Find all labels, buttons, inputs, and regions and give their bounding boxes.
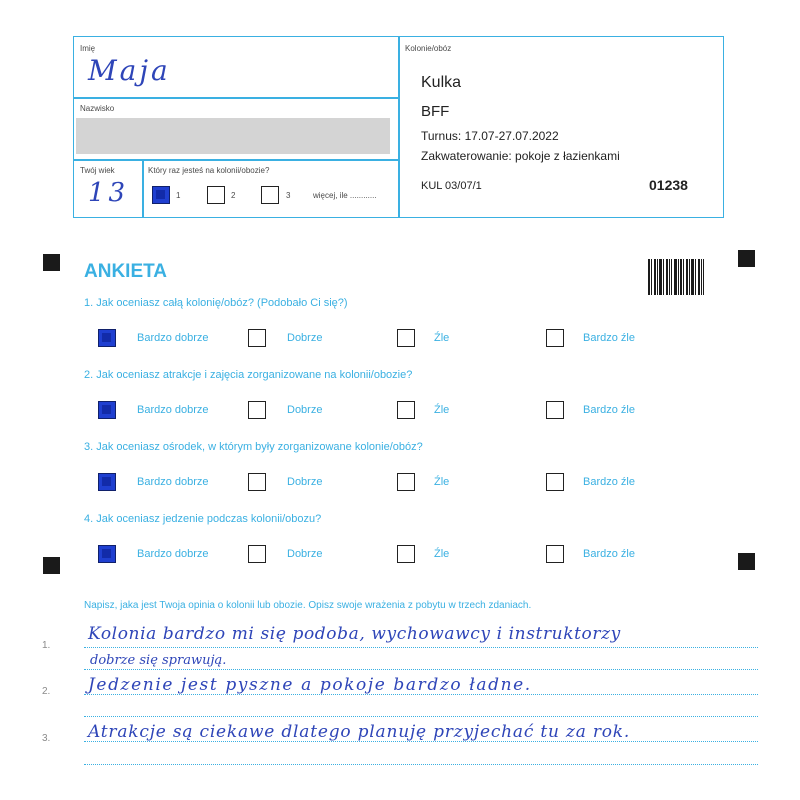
line-number-1: 1. (42, 640, 51, 651)
q4-checkbox-dobrze[interactable] (248, 545, 266, 563)
times-more-label: więcej, ile ............ (313, 191, 377, 200)
q2-checkbox-bardzo-dobrze[interactable] (98, 401, 116, 419)
age-label: Twój wiek (80, 166, 115, 175)
q3-option-dobrze: Dobrze (287, 476, 323, 488)
camp-sub: BFF (421, 103, 450, 120)
times-label: Który raz jesteś na kolonii/obozie? (148, 166, 270, 175)
barcode-icon (648, 259, 704, 295)
q2-option-bardzo-dobrze: Bardzo dobrze (137, 404, 209, 416)
q4-option-bardzo-zle: Bardzo źle (583, 548, 635, 560)
q3-option-bardzo-dobrze: Bardzo dobrze (137, 476, 209, 488)
q2-checkbox-zle[interactable] (397, 401, 415, 419)
times-checkbox-2[interactable] (207, 186, 225, 204)
opinion-sentence-1-continued: dobrze się sprawują. (90, 653, 227, 668)
header-divider-vertical (398, 36, 400, 218)
q1-option-bardzo-zle: Bardzo źle (583, 332, 635, 344)
form-number: 01238 (649, 177, 688, 193)
line-number-2: 2. (42, 686, 51, 697)
q4-checkbox-bardzo-dobrze[interactable] (98, 545, 116, 563)
writing-line-3b (84, 764, 758, 765)
accommodation: Zakwaterowanie: pokoje z łazienkami (421, 149, 620, 163)
opinion-prompt: Napisz, jaka jest Twoja opinia o kolonii lub obozie. Opisz swoje wrażenia z pobytu w trzech zdaniach. (84, 600, 532, 611)
times-option-1: 1 (176, 191, 181, 200)
q2-checkbox-dobrze[interactable] (248, 401, 266, 419)
q1-option-zle: Źle (434, 332, 450, 344)
q3-checkbox-zle[interactable] (397, 473, 415, 491)
q4-option-zle: Źle (434, 548, 450, 560)
q3-checkbox-dobrze[interactable] (248, 473, 266, 491)
times-option-2: 2 (231, 191, 236, 200)
turnus: Turnus: 17.07-27.07.2022 (421, 129, 559, 143)
registration-marker-top-left (43, 254, 60, 271)
writing-line-1 (84, 647, 758, 648)
q2-option-zle: Źle (434, 404, 450, 416)
times-option-3: 3 (286, 191, 291, 200)
times-checkbox-1[interactable] (152, 186, 170, 204)
name-label: Imię (80, 44, 96, 53)
survey-title: ANKIETA (84, 261, 168, 282)
q3-option-zle: Źle (434, 476, 450, 488)
q1-checkbox-bardzo-dobrze[interactable] (98, 329, 116, 347)
q1-checkbox-dobrze[interactable] (248, 329, 266, 347)
surname-redaction (76, 118, 390, 154)
registration-marker-bottom-left (43, 557, 60, 574)
question-3: 3. Jak oceniasz ośrodek, w którym były zorganizowane kolonie/obóz? (84, 441, 423, 453)
question-4: 4. Jak oceniasz jedzenie podczas kolonii/obozu? (84, 513, 322, 525)
q2-option-bardzo-zle: Bardzo źle (583, 404, 635, 416)
opinion-sentence-2: Jedzenie jest pyszne a pokoje bardzo ładne. (88, 675, 532, 695)
writing-line-2b (84, 716, 758, 717)
writing-line-1b (84, 669, 758, 670)
q1-checkbox-zle[interactable] (397, 329, 415, 347)
camp-label: Kolonie/obóz (405, 44, 452, 53)
q4-option-bardzo-dobrze: Bardzo dobrze (137, 548, 209, 560)
q2-checkbox-bardzo-zle[interactable] (546, 401, 564, 419)
q3-option-bardzo-zle: Bardzo źle (583, 476, 635, 488)
registration-marker-top-right (738, 250, 755, 267)
question-2: 2. Jak oceniasz atrakcje i zajęcia zorganizowane na kolonii/obozie? (84, 369, 413, 381)
opinion-sentence-3: Atrakcje są ciekawe dlatego planuję przyjechać tu za rok. (88, 722, 631, 742)
times-checkbox-3[interactable] (261, 186, 279, 204)
q1-option-bardzo-dobrze: Bardzo dobrze (137, 332, 209, 344)
camp-name: Kulka (421, 74, 462, 91)
q4-checkbox-bardzo-zle[interactable] (546, 545, 564, 563)
question-1: 1. Jak oceniasz całą kolonię/obóz? (Podobało Ci się?) (84, 297, 348, 309)
name-value: Maja (88, 54, 171, 87)
q2-option-dobrze: Dobrze (287, 404, 323, 416)
q3-checkbox-bardzo-zle[interactable] (546, 473, 564, 491)
surname-label: Nazwisko (80, 104, 115, 113)
q1-option-dobrze: Dobrze (287, 332, 323, 344)
opinion-sentence-1: Kolonia bardzo mi się podoba, wychowawcy i instruktorzy (88, 624, 621, 644)
camp-code: KUL 03/07/1 (421, 180, 482, 192)
q4-checkbox-zle[interactable] (397, 545, 415, 563)
header-divider-1 (73, 97, 399, 99)
q4-option-dobrze: Dobrze (287, 548, 323, 560)
q1-checkbox-bardzo-zle[interactable] (546, 329, 564, 347)
header-divider-2 (73, 159, 399, 161)
registration-marker-bottom-right (738, 553, 755, 570)
age-value: 13 (88, 178, 130, 208)
q3-checkbox-bardzo-dobrze[interactable] (98, 473, 116, 491)
age-divider (142, 159, 144, 218)
line-number-3: 3. (42, 733, 51, 744)
